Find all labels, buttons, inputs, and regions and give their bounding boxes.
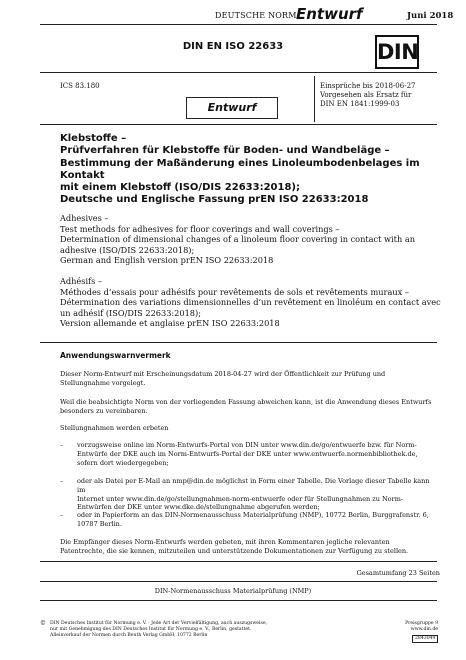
notice-bullet-paper bbox=[60, 511, 445, 529]
copyright-line: nur mit Genehmigung des DIN Deutsches Institut für Normung e. V., Berlin, gestattet. bbox=[50, 627, 252, 632]
title-german-line: mit einem Klebstoff (ISO/DIS 22633:2018); bbox=[60, 182, 300, 194]
ics-code: ICS 83.180 bbox=[60, 82, 100, 90]
bullet-line: Internet unter www.din.de/go/stellungnahmen-norm-entwuerfe oder für Stellungnahmen zu Norm- bbox=[77, 494, 404, 503]
title-french-line: un adhésif (ISO/DIS 22633:2018); bbox=[60, 307, 201, 318]
replaces-line: Vorgesehen als Ersatz für bbox=[320, 91, 412, 99]
bullet-line: 10787 Berlin. bbox=[77, 519, 122, 528]
bullet-line: Entwürfe der DKE auch im Norm-Entwurfs-Portal der DKE unter www.entwuerfe.normenbibliothek.de, bbox=[77, 449, 418, 458]
title-english-line: German and English version prEN ISO 22633:2018 bbox=[60, 255, 274, 265]
replaces-info bbox=[320, 82, 415, 109]
title-english-line: Adhesives – bbox=[60, 213, 109, 223]
bullet-line: Entwürfen der DKE unter www.dke.de/stellungnahme abgerufen werden; bbox=[77, 503, 320, 512]
notice-paragraph-2 bbox=[60, 398, 440, 416]
copyright-line: Alleinverkauf der Normen durch Beuth Verlag GmbH, 10772 Berlin bbox=[50, 633, 208, 638]
title-french-line: Méthodes d’essais pour adhésifs pour revêtements de sols et revêtements muraux – bbox=[60, 286, 409, 297]
title-german-line: Klebstoffe – bbox=[60, 133, 127, 144]
notice-line: Dieser Norm-Entwurf mit Erscheinungsdatum 2018-04-27 wird der Öffentlichkeit zur Prüfung und bbox=[60, 370, 386, 378]
footer-site: www.din.de bbox=[410, 627, 438, 632]
notice-paragraph-4 bbox=[60, 538, 440, 556]
din-logo: DIN bbox=[375, 35, 419, 69]
notice-bullet-online bbox=[60, 441, 445, 468]
info-divider bbox=[314, 76, 315, 122]
title-french-line: Détermination des variations dimensionnelles d’un revêtement en linoléum en contact avec bbox=[60, 297, 441, 307]
bullet-dash: – bbox=[60, 441, 64, 449]
notice-line: Patentrechte, die sie kennen, mitzuteilen und unterstützende Dokumentationen zur Verfügung zu stellen. bbox=[60, 546, 409, 555]
replaces-line: DIN EN 1841:1999-03 bbox=[320, 100, 400, 108]
title-german-line: Deutsche und Englische Fassung prEN ISO 22633:2018 bbox=[60, 194, 369, 206]
notice-paragraph-3: Stellungnahmen werden erbeten bbox=[60, 424, 169, 432]
committee-top-rule bbox=[40, 581, 437, 582]
document-order-number: 2843049 bbox=[412, 635, 438, 643]
header-entwurf-label: Entwurf bbox=[296, 5, 363, 23]
title-english-line: Test methods for adhesives for floor coverings and wall coverings – bbox=[60, 223, 340, 234]
title-german-line: Prüfverfahren für Klebstoffe für Boden- und Wandbeläge – bbox=[60, 145, 390, 157]
draft-label-box: Entwurf bbox=[186, 97, 278, 119]
header-rule bbox=[40, 24, 437, 25]
title-english bbox=[60, 213, 440, 266]
bullet-line: sofern dort wiedergegeben; bbox=[77, 458, 169, 467]
bullet-line: oder als Datei per E-Mail an nmp@din.de möglichst in Form einer Tabelle. Die Vorlage dieser Tabelle kann im bbox=[77, 477, 430, 494]
notice-heading: Anwendungswarnvermerk bbox=[60, 351, 171, 360]
title-english-line: adhesive (ISO/DIS 22633:2018); bbox=[60, 244, 195, 255]
title-french bbox=[60, 276, 450, 329]
title-french-line: Version allemande et anglaise prEN ISO 22633:2018 bbox=[60, 318, 280, 328]
document-number: DIN EN ISO 22633 bbox=[182, 41, 284, 52]
title-german-line: Bestimmung der Maßänderung eines Linoleumbodenbelages im Kontakt bbox=[60, 157, 420, 181]
info-rule bbox=[40, 124, 437, 125]
bullet-line: oder in Papierform an das DIN-Normenausschuss Materialprüfung (NMP), 10772 Berlin, Burggrafenstr. 6, bbox=[77, 511, 429, 519]
price-group-label: Preisgruppe 9 bbox=[405, 621, 438, 626]
copyright-notice bbox=[50, 621, 340, 639]
price-group bbox=[358, 621, 438, 633]
title-rule bbox=[40, 72, 437, 73]
notice-bullet-email bbox=[60, 477, 445, 512]
notice-line: besonders zu vereinbaren. bbox=[60, 406, 148, 415]
bullet-dash: – bbox=[60, 511, 64, 519]
header-norm-label: DEUTSCHE NORM bbox=[215, 11, 297, 20]
title-french-line: Adhésifs – bbox=[60, 276, 103, 286]
copyright-line: DIN Deutsches Institut für Normung e. V. · Jede Art der Vervielfältigung, auch auszugsweise, bbox=[50, 621, 268, 626]
header-date: Juni 2018 bbox=[407, 11, 454, 21]
notice-bottom-rule bbox=[40, 561, 437, 562]
total-pages: Gesamtumfang 23 Seiten bbox=[356, 569, 440, 577]
bullet-dash: – bbox=[60, 477, 64, 485]
committee-bottom-rule bbox=[40, 600, 437, 601]
notice-line: Stellungnahme vorgelegt. bbox=[60, 378, 146, 387]
notice-line: Die Empfänger dieses Norm-Entwurfs werden gebeten, mit ihren Kommentaren jegliche relevanten bbox=[60, 538, 390, 546]
notice-paragraph-1 bbox=[60, 370, 440, 388]
title-english-line: Determination of dimensional changes of a linoleum floor covering in contact with an bbox=[60, 234, 415, 244]
copyright-symbol: © bbox=[40, 620, 46, 627]
bullet-line: vorzugsweise online im Norm-Entwurfs-Portal von DIN unter www.din.de/go/entwuerfe bzw. für Norm- bbox=[77, 441, 417, 449]
replaces-line: Einsprüche bis 2018-06-27 bbox=[320, 82, 416, 90]
notice-line: Weil die beabsichtigte Norm von der vorliegenden Fassung abweichen kann, ist die Anwendung dieses Entwurfs bbox=[60, 398, 432, 406]
notice-top-rule bbox=[40, 342, 437, 343]
committee-name: DIN-Normenausschuss Materialprüfung (NMP) bbox=[154, 587, 312, 595]
title-german bbox=[60, 133, 430, 207]
